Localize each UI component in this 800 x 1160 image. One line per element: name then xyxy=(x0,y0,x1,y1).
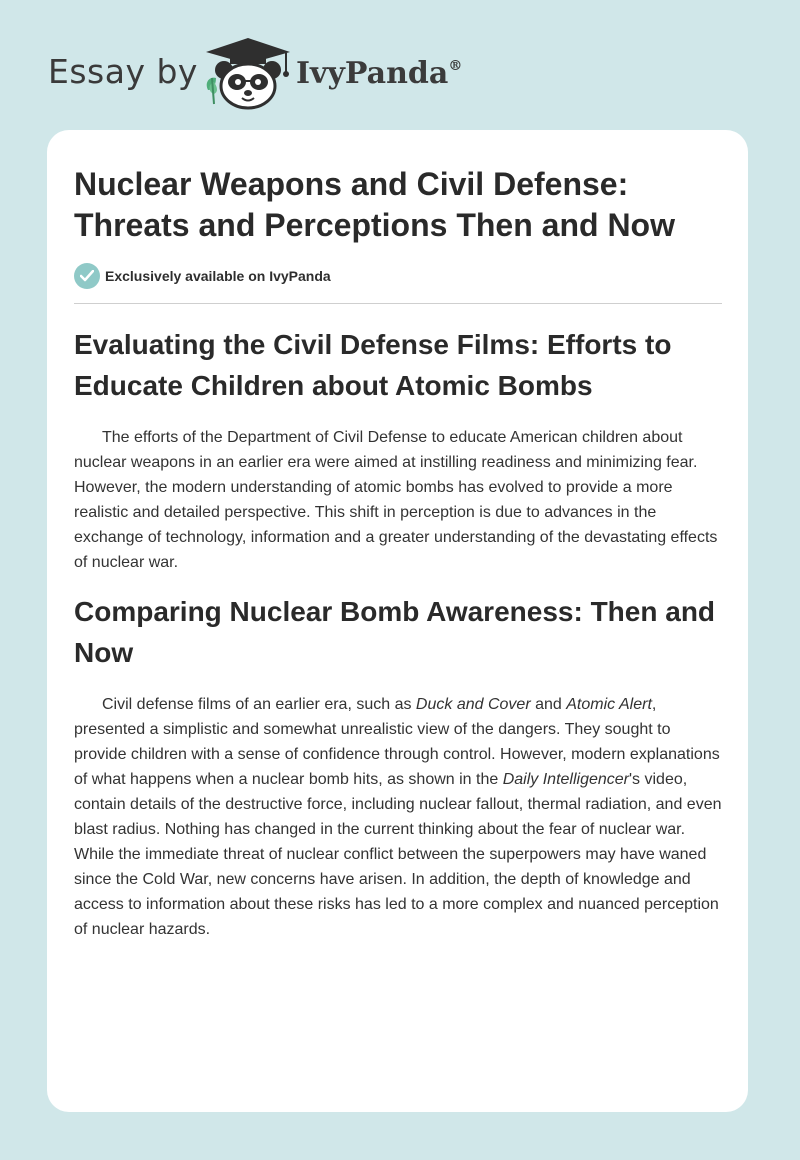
essay-by-label: Essay by xyxy=(48,52,198,91)
essay-card xyxy=(47,130,748,1112)
page-title: Nuclear Weapons and Civil Defense: Threats and Perceptions Then and Now xyxy=(74,166,675,243)
divider xyxy=(74,303,722,304)
section-paragraph-comparing: Civil defense films of an earlier era, such as Duck and Cover and Atomic Alert, presented a simplistic and somewhat unrealistic view of the dangers. They sought to provide children with a sense of confidence through control. However, modern explanations of what happens when a nuclear bomb hits, as shown in the Daily Intelligencer's video, contain details of the destructive force, including nuclear fallout, thermal radiation, and even blast radius. Nothing has changed in the current thinking about the fear of nuclear war. While the immediate threat of nuclear conflict between the superpowers may have waned since the Cold War, new concerns have arisen. In addition, the depth of knowledge and access to information about these risks has led to a more complex and nuanced perception of nuclear hazards. xyxy=(74,696,722,938)
check-circle-icon xyxy=(74,263,100,289)
site-header xyxy=(0,0,800,130)
brand-name[interactable]: IvyPanda® xyxy=(296,56,463,91)
panda-graduate-icon xyxy=(200,34,296,110)
exclusive-badge xyxy=(74,263,331,289)
section-paragraph-evaluating: The efforts of the Department of Civil Defense to educate American children about nuclear weapons in an earlier era were aimed at instilling readiness and minimizing fear. However, the modern understanding of atomic bombs has evolved to provide a more realistic and detailed perspective. This shift in perception is due to advances in the exchange of technology, information and a greater understanding of the devastating effects of nuclear war. xyxy=(74,429,718,571)
source-title-daily-intelligencer: Daily Intelligencer xyxy=(502,771,629,788)
section-heading-evaluating: Evaluating the Civil Defense Films: Efforts to Educate Children about Atomic Bombs xyxy=(74,329,672,401)
film-title-duck-and-cover: Duck and Cover xyxy=(415,696,531,713)
badge-label: Exclusively available on IvyPanda xyxy=(105,268,331,284)
registered-mark: ® xyxy=(448,58,463,74)
section-heading-comparing: Comparing Nuclear Bomb Awareness: Then and Now xyxy=(74,596,716,668)
film-title-atomic-alert: Atomic Alert xyxy=(566,696,652,713)
